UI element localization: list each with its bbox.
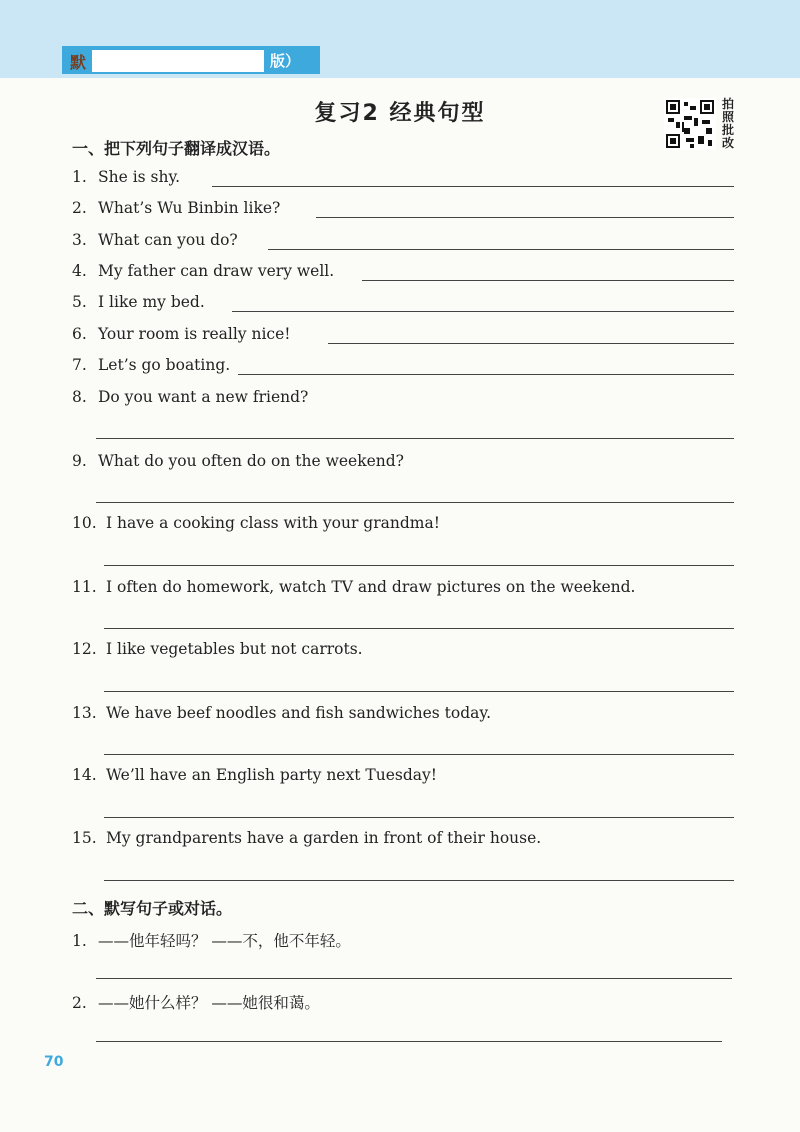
answer-line[interactable]	[328, 343, 734, 344]
answer-line[interactable]	[104, 565, 734, 566]
page-title: 复习2 经典句型	[314, 101, 486, 126]
question-number: 1.	[72, 168, 87, 186]
question-text: What can you do?	[98, 231, 238, 249]
question-item	[72, 704, 491, 722]
question-item	[72, 231, 238, 249]
question-number: 15.	[72, 829, 97, 847]
question-text: Do you want a new friend?	[98, 388, 309, 406]
question-number: 1.	[72, 932, 87, 950]
question-number: 5.	[72, 293, 87, 311]
question-number: 8.	[72, 388, 87, 406]
question-text: I like vegetables but not carrots.	[106, 640, 363, 658]
question-item	[72, 514, 440, 532]
answer-line[interactable]	[104, 754, 734, 755]
question-item	[72, 578, 635, 596]
question-number: 9.	[72, 452, 87, 470]
answer-line[interactable]	[96, 978, 732, 979]
question-text: What’s Wu Binbin like?	[98, 199, 281, 217]
answer-line[interactable]	[96, 502, 734, 503]
header-tab-blank	[92, 50, 264, 72]
answer-line[interactable]	[104, 880, 734, 881]
question-item	[72, 829, 541, 847]
question-item	[72, 199, 280, 217]
question-number: 10.	[72, 514, 97, 532]
question-number: 2.	[72, 994, 87, 1012]
question-text: What do you often do on the weekend?	[98, 452, 404, 470]
question-text: We’ll have an English party next Tuesday!	[106, 766, 437, 784]
question-item	[72, 262, 334, 280]
question-number: 13.	[72, 704, 97, 722]
question-text: I like my bed.	[98, 293, 205, 311]
section-1-heading: 一、把下列句子翻译成汉语。	[72, 139, 281, 158]
question-item	[72, 293, 205, 311]
answer-line[interactable]	[104, 691, 734, 692]
question-item	[72, 929, 351, 951]
question-number: 11.	[72, 578, 97, 596]
question-item	[72, 991, 320, 1013]
question-text: We have beef noodles and fish sandwiches today.	[106, 704, 492, 722]
question-item	[72, 452, 404, 470]
question-text: ——她什么样？ ——她很和蔼。	[98, 994, 320, 1012]
header-left-text: 默	[70, 53, 87, 72]
answer-line[interactable]	[104, 817, 734, 818]
question-number: 4.	[72, 262, 87, 280]
answer-line[interactable]	[104, 628, 734, 629]
question-item	[72, 766, 437, 784]
question-item	[72, 640, 363, 658]
question-number: 14.	[72, 766, 97, 784]
page-number: 70	[44, 1054, 64, 1070]
question-text: Let’s go boating.	[98, 356, 231, 374]
question-text: My father can draw very well.	[98, 262, 335, 280]
question-number: 6.	[72, 325, 87, 343]
question-number: 7.	[72, 356, 87, 374]
header-right-text: 版）	[270, 52, 301, 70]
answer-line[interactable]	[362, 280, 734, 281]
question-text: She is shy.	[98, 168, 181, 186]
qr-caption: 拍照批改	[722, 97, 735, 150]
answer-line[interactable]	[212, 186, 734, 187]
question-item	[72, 168, 180, 186]
question-item	[72, 388, 308, 406]
answer-line[interactable]	[268, 249, 734, 250]
question-text: I often do homework, watch TV and draw pictures on the weekend.	[106, 578, 636, 596]
answer-line[interactable]	[96, 1041, 722, 1042]
answer-line[interactable]	[232, 311, 734, 312]
answer-line[interactable]	[238, 374, 734, 375]
question-text: My grandparents have a garden in front of their house.	[106, 829, 542, 847]
question-number: 3.	[72, 231, 87, 249]
question-text: I have a cooking class with your grandma!	[106, 514, 440, 532]
question-item	[72, 325, 291, 343]
question-number: 12.	[72, 640, 97, 658]
answer-line[interactable]	[96, 438, 734, 439]
question-text: ——他年轻吗？ ——不，他不年轻。	[98, 932, 351, 950]
question-text: Your room is really nice!	[98, 325, 291, 343]
section-2-heading: 二、默写句子或对话。	[72, 899, 233, 918]
question-item	[72, 356, 230, 374]
answer-line[interactable]	[316, 217, 734, 218]
question-number: 2.	[72, 199, 87, 217]
qr-code-icon[interactable]	[664, 98, 716, 150]
